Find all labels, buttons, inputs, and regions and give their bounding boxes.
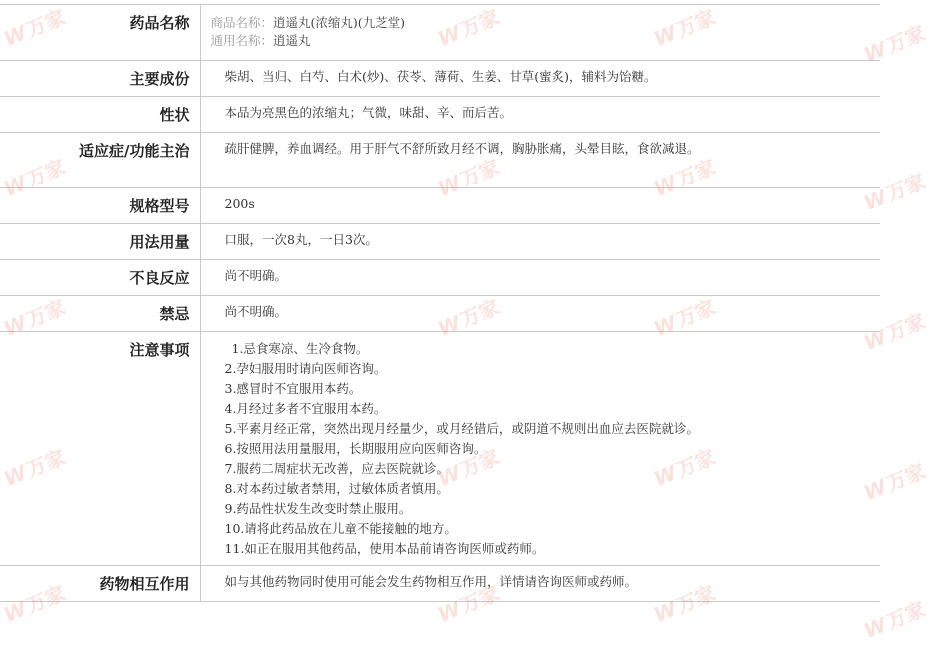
label-contraindications: 禁忌 <box>0 296 200 332</box>
row-indications <box>0 133 880 188</box>
watermark-logo: W万家 <box>0 154 69 202</box>
row-drug-name <box>0 5 880 61</box>
watermark-logo: W万家 <box>860 458 929 506</box>
value-ingredients: 柴胡、当归、白芍、白术(炒)、茯苓、薄荷、生姜、甘草(蜜炙)，辅料为饴糖。 <box>200 61 880 97</box>
generic-name-value: 逍遥丸 <box>273 33 311 48</box>
watermark-logo: W万家 <box>0 294 69 342</box>
row-interactions <box>0 566 880 602</box>
list-item: 1.忌食寒凉、生冷食物。 <box>231 341 369 356</box>
label-spec: 规格型号 <box>0 188 200 224</box>
label-drug-name: 药品名称 <box>0 5 200 61</box>
watermark-logo: W万家 <box>860 168 929 216</box>
row-contraindications <box>0 296 880 332</box>
row-appearance <box>0 97 880 133</box>
list-item: 5.平素月经正常，突然出现月经量少，或月经错后，或阴道不规则出血应去医院就诊。 <box>224 421 699 436</box>
watermark-logo: W万家 <box>860 596 929 644</box>
trade-name-value: 逍遥丸(浓缩丸)(九芝堂) <box>273 15 406 30</box>
value-indications: 疏肝健脾，养血调经。用于肝气不舒所致月经不调，胸胁胀痛，头晕目眩，食欲减退。 <box>200 133 880 188</box>
precautions-list <box>225 339 871 559</box>
watermark-logo: W万家 <box>650 294 719 342</box>
label-adverse: 不良反应 <box>0 260 200 296</box>
row-precautions <box>0 332 880 566</box>
value-usage: 口服，一次8丸，一日3次。 <box>200 224 880 260</box>
row-adverse <box>0 260 880 296</box>
label-interactions: 药物相互作用 <box>0 566 200 602</box>
watermark-logo: W万家 <box>650 444 719 492</box>
row-ingredients <box>0 61 880 97</box>
generic-name-key: 通用名称： <box>210 33 274 48</box>
trade-name-key: 商品名称： <box>210 15 274 30</box>
value-precautions <box>200 332 880 566</box>
value-appearance: 本品为亮黑色的浓缩丸；气微，味甜、辛、而后苦。 <box>200 97 880 133</box>
label-indications: 适应症/功能主治 <box>0 133 200 188</box>
list-item: 7.服药二周症状无改善，应去医院就诊。 <box>224 461 449 476</box>
trade-name <box>211 14 871 32</box>
row-spec <box>0 188 880 224</box>
list-item: 4.月经过多者不宜服用本药。 <box>224 401 387 416</box>
watermark-logo: W万家 <box>0 580 69 628</box>
watermark-logo: W万家 <box>434 580 503 628</box>
value-adverse: 尚不明确。 <box>200 260 880 296</box>
list-item: 6.按照用法用量服用，长期服用应向医师咨询。 <box>224 441 487 456</box>
watermark-logo: W万家 <box>434 4 503 52</box>
generic-name <box>211 32 871 50</box>
watermark-logo: W万家 <box>860 20 929 68</box>
value-contraindications: 尚不明确。 <box>200 296 880 332</box>
watermark-logo: W万家 <box>0 444 69 492</box>
list-item: 10.请将此药品放在儿童不能接触的地方。 <box>224 521 457 536</box>
row-usage <box>0 224 880 260</box>
list-item: 2.孕妇服用时请向医师咨询。 <box>224 361 387 376</box>
watermark-logo: W万家 <box>650 4 719 52</box>
watermark-logo: W万家 <box>434 154 503 202</box>
list-item: 9.药品性状发生改变时禁止服用。 <box>224 501 412 516</box>
label-ingredients: 主要成份 <box>0 61 200 97</box>
list-item: 3.感冒时不宜服用本药。 <box>224 381 362 396</box>
watermark-logo: W万家 <box>650 154 719 202</box>
list-item: 11.如正在服用其他药品，使用本品前请咨询医师或药师。 <box>224 541 545 556</box>
value-drug-name <box>200 5 880 61</box>
label-usage: 用法用量 <box>0 224 200 260</box>
label-appearance: 性状 <box>0 97 200 133</box>
watermark-logo: W万家 <box>434 294 503 342</box>
label-precautions: 注意事项 <box>0 332 200 566</box>
watermark-logo: W万家 <box>434 444 503 492</box>
watermark-logo: W万家 <box>0 4 69 52</box>
drug-spec-table <box>0 4 880 602</box>
list-item: 8.对本药过敏者禁用，过敏体质者慎用。 <box>224 481 449 496</box>
watermark-logo: W万家 <box>860 308 929 356</box>
value-spec: 200s <box>200 188 880 224</box>
watermark-logo: W万家 <box>650 580 719 628</box>
value-interactions: 如与其他药物同时使用可能会发生药物相互作用，详情请咨询医师或药师。 <box>200 566 880 602</box>
